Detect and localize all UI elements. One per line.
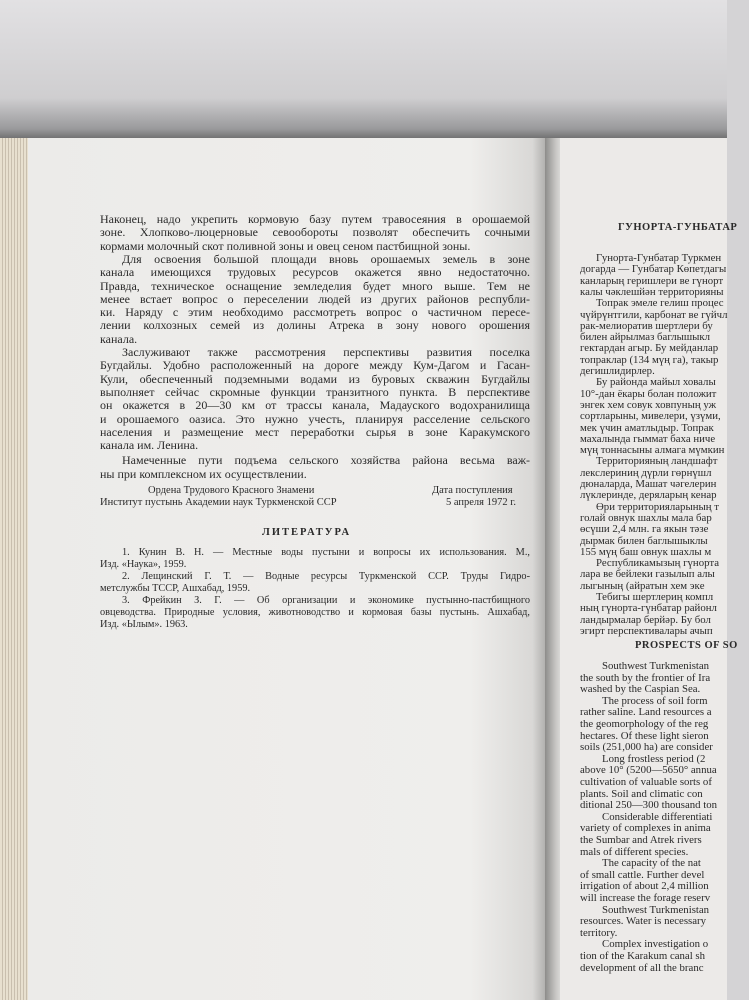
turkmen-line: сортларыны, мивелери, үзүми, bbox=[580, 410, 721, 423]
body-line: Для освоения большой площади вновь орошаемых земель в зоне bbox=[122, 251, 530, 266]
body-line: зоне. Хлопково-люцерновые севообороты позволят обеспечить сочными bbox=[100, 225, 530, 240]
english-line: Southwest Turkmenistan bbox=[602, 903, 710, 916]
turkmen-line: гектардан агыр. Бу мейданлар bbox=[580, 342, 719, 355]
reference-line: Изд. «Наука», 1959. bbox=[100, 559, 187, 570]
english-line: tion of the Karakum canal sh bbox=[580, 950, 706, 962]
body-line: канала им. Ленина. bbox=[100, 438, 199, 453]
turkmen-line: догарда — Гунбатар Көпетдагы bbox=[580, 263, 727, 276]
reference-line: метслужбы ТССР, Ашхабад, 1959. bbox=[100, 583, 251, 594]
english-line: cultivation of valuable sorts of bbox=[580, 776, 712, 788]
turkmen-line: рак-мелиоратив шертлери бу bbox=[580, 319, 713, 332]
turkmen-line: дюналарда, Машат чәгелерин bbox=[580, 478, 717, 490]
received-label: Дата поступления bbox=[432, 485, 513, 496]
english-line: development of all the branc bbox=[580, 961, 704, 974]
english-line: will increase the forage reserv bbox=[580, 892, 711, 904]
english-line: resources. Water is necessary bbox=[580, 915, 707, 928]
received-date: 5 апреля 1972 г. bbox=[446, 497, 516, 508]
turkmen-line: өсүши 2,4 млн. га якын тәзе bbox=[580, 523, 709, 536]
english-line: Long frostless period (2 bbox=[602, 752, 706, 765]
turkmen-line: 10°-дан ёкары болан положит bbox=[580, 387, 717, 400]
body-line: Правда, техническое оснащение земледелия будет много выше. Тем не bbox=[100, 278, 530, 293]
reference-line: 3. Фрейкин З. Г. — Об организации и экономике пустынно-пастбищного bbox=[122, 595, 530, 606]
turkmen-line: Республикамызың гүнорта bbox=[596, 557, 719, 570]
body-line: Намеченные пути подъема сельского хозяйства района весьма важ- bbox=[122, 453, 530, 468]
turkmen-line: Бу районда майыл ховалы bbox=[596, 376, 716, 389]
reference-line: овцеводства. Природные условия, животноводство и кормовая базы пустынь. Ашхабад, bbox=[100, 607, 530, 618]
english-line: Southwest Turkmenistan bbox=[602, 660, 710, 672]
english-summary-title: PROSPECTS OF SO bbox=[635, 640, 738, 651]
turkmen-line: чүйрүнтгили, карбонат ве гүйчл bbox=[580, 308, 728, 321]
english-line: territory. bbox=[580, 926, 618, 939]
turkmen-line: ландырмалар берйәр. Бу бол bbox=[580, 613, 711, 626]
turkmen-line: эгирт перспективалары ачып bbox=[580, 624, 713, 637]
english-line: Considerable differentiati bbox=[602, 810, 713, 823]
turkmen-line: Топрак эмеле гелиш процес bbox=[596, 297, 724, 310]
body-line: ны при комплексном их осуществлении. bbox=[100, 466, 307, 481]
english-line: the Sumbar and Atrek rivers bbox=[580, 834, 702, 846]
turkmen-line: Өри территорияларының т bbox=[596, 500, 719, 513]
english-line: The capacity of the nat bbox=[602, 857, 701, 870]
body-line: Наконец, надо укрепить кормовую базу путем травосеяния в орошаемой bbox=[100, 212, 530, 226]
right-page-title: ГУНОРТА-ГУНБАТАР bbox=[618, 222, 738, 233]
english-line: of small cattle. Further devel bbox=[580, 868, 705, 881]
turkmen-line: лүклеринде, деряларың кенар bbox=[580, 489, 717, 502]
body-line: лении колхозных семей из долины Атрека в зону нового орошения bbox=[100, 318, 530, 333]
english-line: hectares. Of these light sieron bbox=[580, 729, 709, 742]
references-title: ЛИТЕРАТУРА bbox=[262, 527, 352, 538]
turkmen-line: Тебигы шертлериң компл bbox=[596, 591, 714, 603]
affiliation-line-1: Ордена Трудового Красного Знамени bbox=[148, 485, 315, 496]
affiliation-line-2: Институт пустынь Академии наук Туркменской ССР bbox=[100, 497, 337, 508]
body-line: менее встает вопрос о переселении людей из других районов республи- bbox=[100, 291, 530, 306]
body-line: ки. Наряду с этим необходимо рассмотреть вопрос о частичном пересе- bbox=[100, 305, 530, 320]
english-line: variety of complexes in anima bbox=[580, 822, 711, 835]
turkmen-line: топраклар (134 мүң га), такыр bbox=[580, 353, 719, 366]
body-line: выполняет сейчас скромные функции транзитного пункта. В перспективе bbox=[100, 384, 530, 399]
body-line: Кули, обеспеченный подземными водами из буровых скважин Бугдайлы bbox=[100, 371, 530, 386]
background-surface bbox=[0, 0, 727, 140]
body-line: он окажется в 20—30 км от трассы канала, Мадауского водохранилища bbox=[100, 398, 530, 413]
english-line: irrigation of about 2,4 million bbox=[580, 880, 709, 893]
english-line: mals of different species. bbox=[580, 845, 689, 858]
body-line: и орошаемого оазиса. Это нужно учесть, планируя расселение сельского bbox=[100, 411, 530, 426]
turkmen-line: лыгының (айратын хем экe bbox=[580, 579, 705, 592]
turkmen-line: билен айрылмаз баглышыкл bbox=[580, 331, 711, 344]
turkmen-line: калы чәклешйән территорияны bbox=[580, 285, 724, 298]
turkmen-line: дырмак билен баглышыклы bbox=[580, 534, 708, 547]
turkmen-line: Территорияның ландшафт bbox=[596, 455, 718, 468]
turkmen-line: лекслериниң дүрли гөрнүшл bbox=[580, 466, 712, 479]
english-line: the south by the frontier of Ira bbox=[580, 671, 711, 684]
turkmen-line: махалында гыммат баха ниче bbox=[580, 432, 716, 445]
turkmen-line: лара ве бейлеки газылып алы bbox=[580, 568, 715, 581]
turkmen-line: мүң тоннасыны алмага мүмкин bbox=[580, 444, 725, 457]
english-line: plants. Soil and climatic con bbox=[580, 787, 703, 800]
english-line: washed by the Caspian Sea. bbox=[580, 683, 701, 696]
reference-line: 1. Кунин В. Н. — Местные воды пустыни и вопросы их использования. М., bbox=[122, 547, 530, 558]
turkmen-line: дегишлидирлер. bbox=[580, 365, 655, 377]
english-line: Complex investigation o bbox=[602, 938, 709, 951]
body-line: канала имеющихся трудовых ресурсов окажется явно недостаточно. bbox=[100, 265, 530, 280]
reference-line: 2. Лещинский Г. Т. — Водные ресурсы Туркменской ССР. Труды Гидро- bbox=[122, 571, 530, 582]
turkmen-line: канларың геришлери ве гүнорт bbox=[580, 274, 724, 287]
english-line: above 10° (5200—5650° annua bbox=[580, 764, 717, 777]
body-line: Бугдайлы. Удобно расположенный на дороге между Кум-Дагом и Гасан- bbox=[100, 358, 530, 373]
english-line: the geomorphology of the reg bbox=[580, 718, 709, 730]
english-line: ditional 250—300 thousand ton bbox=[580, 799, 718, 812]
reference-line: Изд. «Ылым». 1963. bbox=[100, 619, 188, 630]
turkmen-line: энгек хем совук ховпуның уж bbox=[580, 398, 717, 411]
english-line: rather saline. Land resources a bbox=[580, 706, 712, 719]
english-line: soils (251,000 ha) are consider bbox=[580, 741, 713, 754]
body-line: канала. bbox=[100, 331, 138, 346]
body-line: населения и размещение мест переработки сырья в зоне Каракумского bbox=[100, 424, 530, 439]
page-stack-edge bbox=[0, 138, 30, 1000]
turkmen-line: мек үчин аматлыдыр. Топрак bbox=[580, 421, 714, 434]
turkmen-line: Гунорта-Гунбатар Туркмен bbox=[596, 252, 722, 264]
body-line: Заслуживают также рассмотрения перспективы развития поселка bbox=[122, 345, 530, 359]
turkmen-line: 155 мүң баш овнук шахлы м bbox=[580, 545, 712, 558]
english-line: The process of soil form bbox=[602, 694, 708, 707]
body-line: кормами молочный скот поливной зоны и овец сеном пастбищной зоны. bbox=[100, 238, 471, 253]
turkmen-line: ның гүнорта-гүнбатар районл bbox=[580, 602, 717, 615]
turkmen-line: голай овнук шахлы мала бар bbox=[580, 511, 712, 524]
